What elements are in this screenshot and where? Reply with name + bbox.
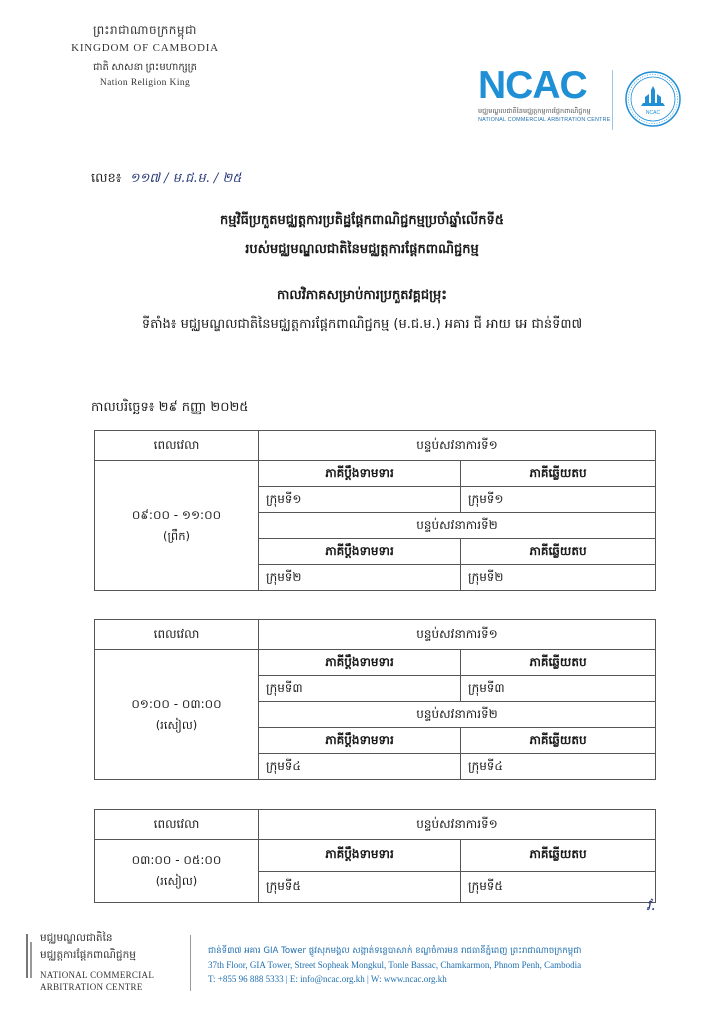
plaintiff-label: ភាគីប្តឹងទាមទារ [259,728,461,754]
schedule-table-morning [94,430,656,591]
plaintiff-team: ក្រុមទី១ [259,487,461,513]
time-range: ០៣:០០ - ០៥:០០ [131,853,222,867]
reference-label: លេខ៖ [91,171,122,186]
time-header: ពេលវេលា [95,810,259,840]
time-period: (រសៀល) [155,874,198,888]
footer-contact-line[interactable]: T: +855 96 888 5333 | E: info@ncac.org.kh | W: www.ncac.org.kh [208,974,447,984]
room-title: បន្ទប់សវនាការទី១ [259,431,656,461]
footer-org-en-1: NATIONAL COMMERCIAL [40,970,155,980]
logo-divider [612,70,613,130]
kingdom-kh: ព្រះរាជាណាចក្រកម្ពុជា [93,23,197,37]
time-period: (រសៀល) [155,717,198,732]
plaintiff-label: ភាគីប្តឹងទាមទារ [259,539,461,565]
plaintiff-label: ភាគីប្តឹងទាមទារ [259,650,461,676]
defendant-label: ភាគីឆ្លើយតប [461,461,656,487]
time-range: ០១:០០ - ០៣:០០ [131,696,222,711]
plaintiff-label: ភាគីប្តឹងទាមទារ [259,840,461,872]
seal-icon [624,70,682,128]
schedule-table-afternoon-1 [94,619,656,780]
room-title: បន្ទប់សវនាការទី១ [259,620,656,650]
defendant-label: ភាគីឆ្លើយតប [461,650,656,676]
plaintiff-label: ភាគីប្តឹងទាមទារ [259,461,461,487]
handwritten-initial: វ. [646,896,656,914]
plaintiff-team: ក្រុមទី២ [259,565,461,591]
footer-address-en: 37th Floor, GIA Tower, Street Sopheak Mongkul, Tonle Bassac, Chamkarmon, Phnom Penh, Cambodia [208,960,582,970]
time-period: (ព្រឹក) [163,528,190,543]
footer-org [40,932,190,992]
footer-contact [208,944,678,986]
time-slot [95,650,259,780]
time-slot [95,840,259,903]
reference-value: ១១៧ / ម.ជ.ម. / ២៥ [129,171,242,186]
plaintiff-team: ក្រុមទី៤ [259,754,461,780]
date-line: កាលបរិច្ឆេទ៖ ២៩ កញ្ញា ២០២៥ [91,400,249,415]
seal-text: NCAC [645,110,661,116]
room-title: បន្ទប់សវនាការទី១ [259,810,656,840]
schedule-table-afternoon-2 [94,809,656,903]
footer-org-en-2: ARBITRATION CENTRE [40,982,143,992]
logo-subtitle-kh: មជ្ឈមណ្ឌលជាតិនៃមជ្ឈត្តកម្មការផ្តែកពាណិជ្ជកម្ម [478,107,591,115]
ncac-wordmark: NCAC [478,64,587,107]
reference-number [91,170,241,189]
defendant-team: ក្រុមទី៤ [461,754,656,780]
kingdom-en: KINGDOM OF CAMBODIA [71,42,219,54]
defendant-team: ក្រុមទី៥ [461,871,656,903]
footer-org-kh-2: មជ្ឈត្តការផ្តែកពាណិជ្ជកម្ម [40,949,136,961]
room-title: បន្ទប់សវនាការទី២ [259,513,656,539]
motto-kh: ជាតិ សាសនា ព្រះមហាក្សត្រ [92,62,198,73]
defendant-team: ក្រុមទី៣ [461,676,656,702]
room-title: បន្ទប់សវនាការទី២ [259,702,656,728]
plaintiff-team: ក្រុមទី៥ [259,871,461,903]
time-slot [95,461,259,591]
plaintiff-team: ក្រុមទី៣ [259,676,461,702]
defendant-label: ភាគីឆ្លើយតប [461,539,656,565]
logo-subtitle-en: NATIONAL COMMERCIAL ARBITRATION CENTRE [478,117,611,123]
defendant-team: ក្រុមទី២ [461,565,656,591]
title-line-2: របស់មជ្ឈមណ្ឌលជាតិនៃមជ្ឈត្តការផ្តែកពាណិជ្ជកម្ម [245,242,479,257]
footer-divider [190,935,191,991]
time-header: ពេលវេលា [95,620,259,650]
motto-en: Nation Religion King [99,78,191,88]
ncac-logo [478,66,613,123]
footer-emblem-icon [24,934,34,978]
defendant-label: ភាគីឆ្លើយតប [461,840,656,872]
title-line-1: កម្មវិធីប្រកួតមជ្ឈត្តការប្រតិដ្ឋផ្តែកពាណិជ្ជកម្មប្រចាំឆ្នាំលើកទី៥ [220,213,504,228]
defendant-label: ភាគីឆ្លើយតប [461,728,656,754]
time-range: ០៩:០០ - ១១:០០ [131,507,222,522]
defendant-team: ក្រុមទី១ [461,487,656,513]
location-line: ទីតាំង៖ មជ្ឈមណ្ឌលជាតិនៃមជ្ឈត្តការផ្តែកពាណិជ្ជកម្ម (ម.ជ.ម.) អគារ ជី អាយ អេ ជាន់ទី៣៧ [141,317,583,332]
footer-org-kh-1: មជ្ឈមណ្ឌលជាតិនៃ [40,932,113,944]
kingdom-header [50,22,240,88]
footer-address-kh: ជាន់ទី៣៧ អគារ GIA Tower ផ្លូវសុភមង្គល សង្កាត់ទន្លេបាសាក់ ខណ្ឌចំការមន រាជធានីភ្នំពេញ ព្រះរាជាណាចក្រកម្ពុជា [208,946,582,956]
time-header: ពេលវេលា [95,431,259,461]
schedule-title: កាលវិភាគសម្រាប់ការប្រកួតវគ្គជម្រុះ [277,288,447,303]
